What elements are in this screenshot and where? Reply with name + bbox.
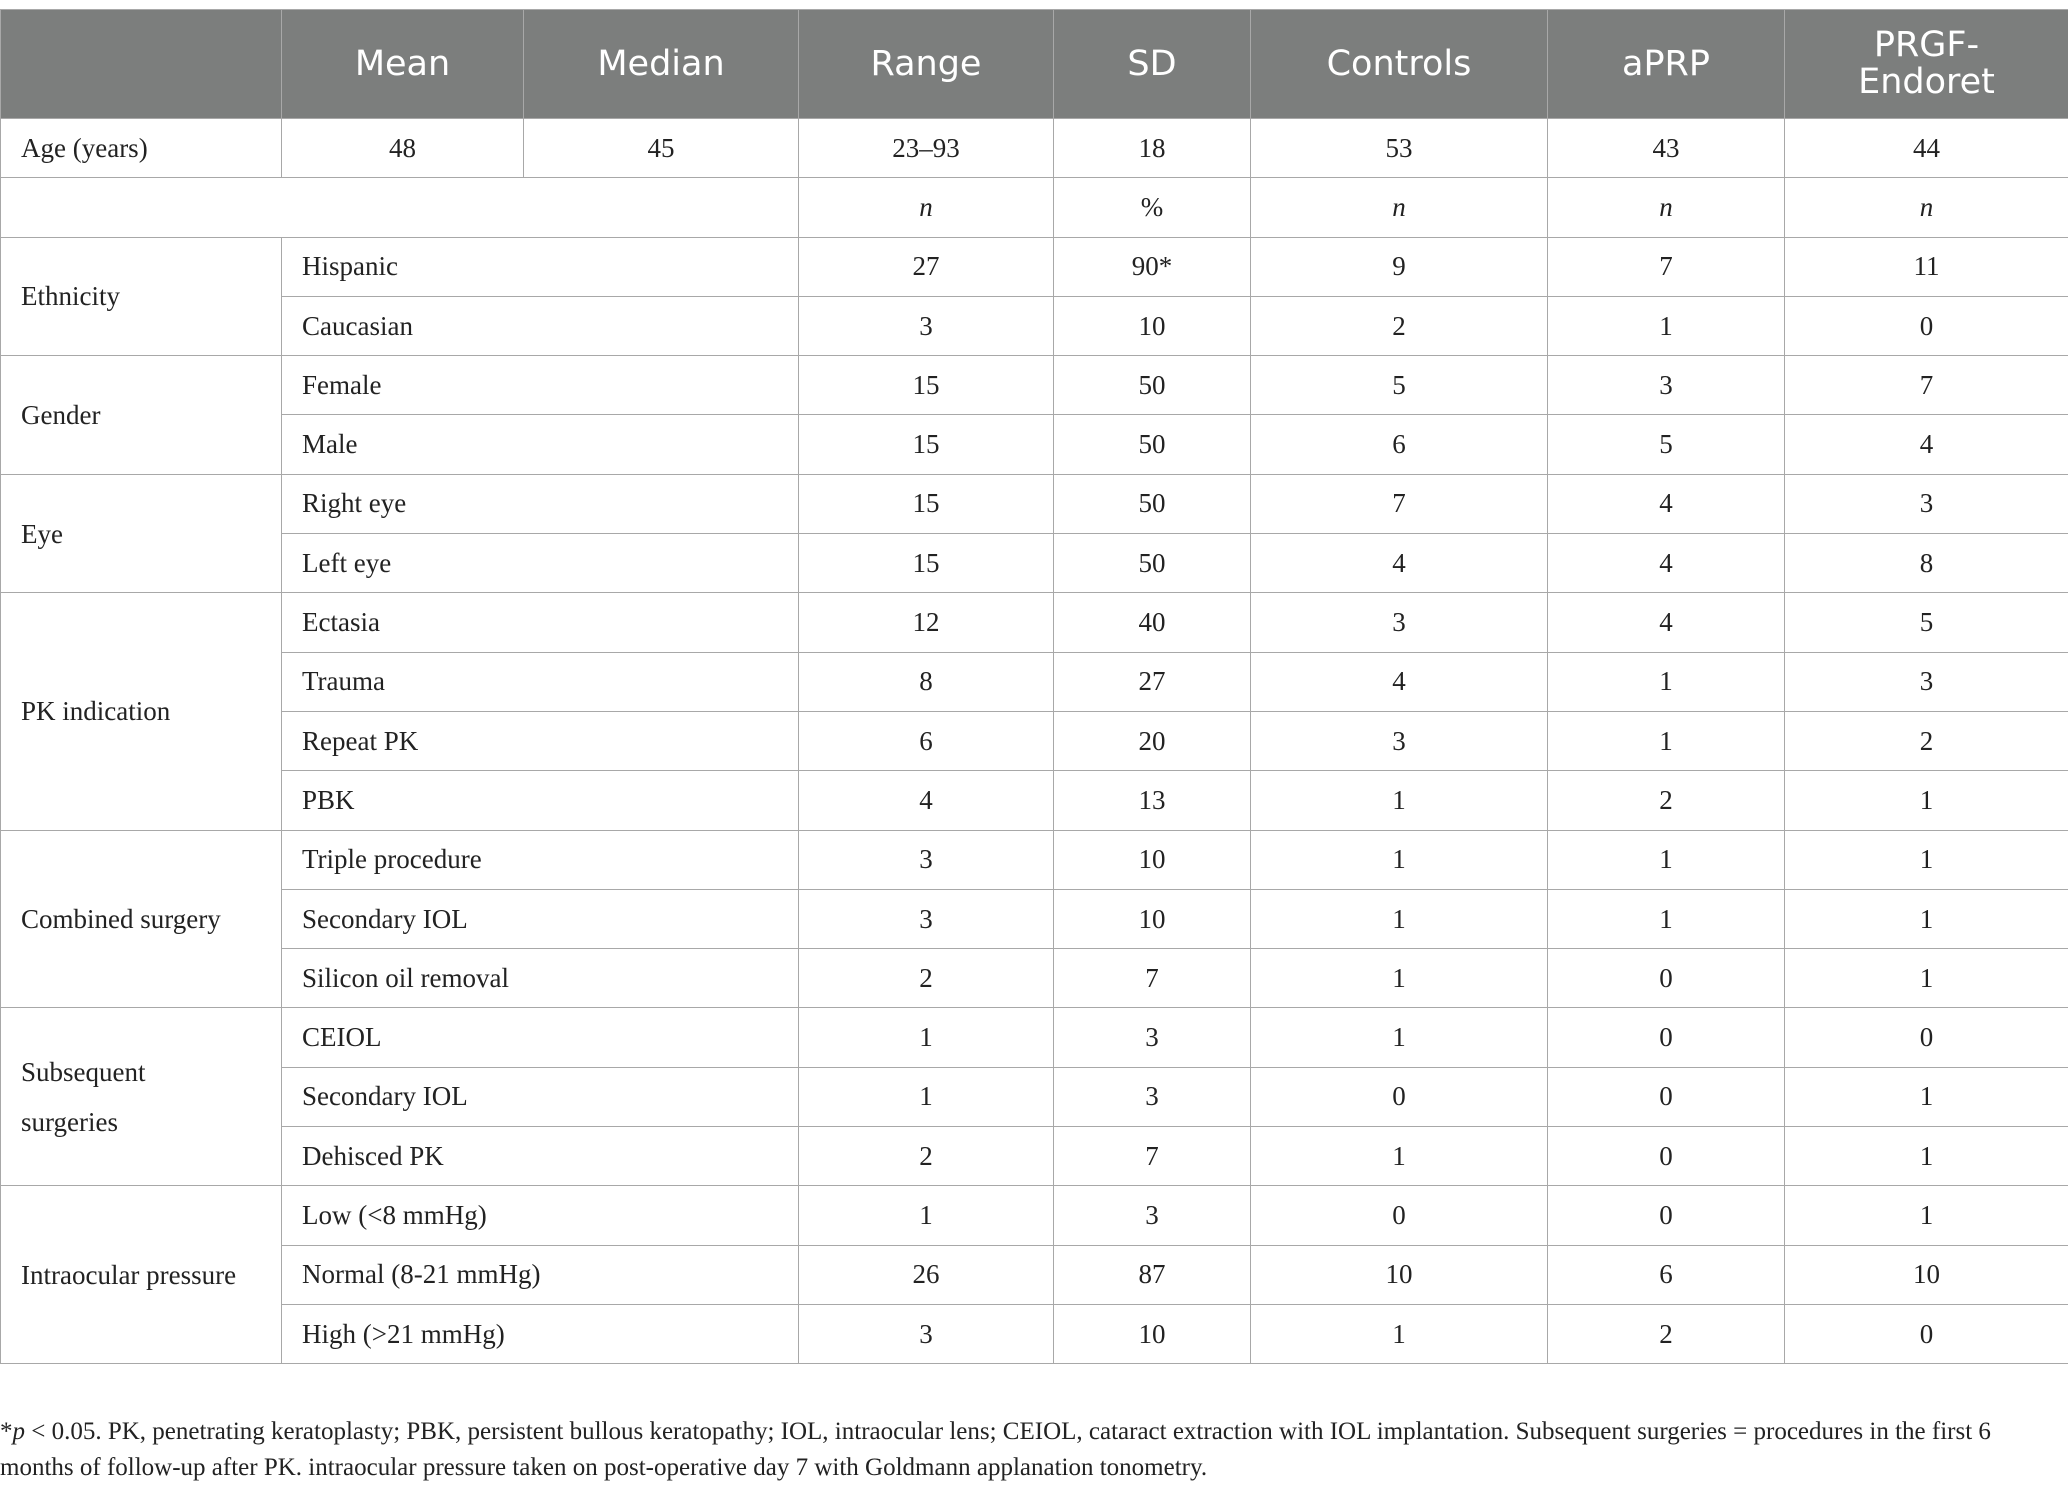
n-value: 15	[799, 474, 1054, 533]
n-value: 15	[799, 534, 1054, 593]
controls-value: 1	[1251, 1127, 1548, 1186]
prgf-value: 0	[1785, 1304, 2068, 1363]
demographics-table	[0, 9, 2068, 1364]
group-label: Subsequent surgeries	[1, 1008, 282, 1186]
n-value: 1	[799, 1067, 1054, 1126]
percent-value: 13	[1054, 771, 1251, 830]
percent-value: 27	[1054, 652, 1251, 711]
table-row	[1, 1008, 2068, 1067]
row-label: Hispanic	[282, 237, 799, 296]
table-row	[1, 1127, 2068, 1186]
footnote-star: *	[0, 1418, 13, 1445]
percent-value: 10	[1054, 1304, 1251, 1363]
row-label: Female	[282, 356, 799, 415]
unit-percent: %	[1054, 178, 1251, 237]
percent-value: 7	[1054, 1127, 1251, 1186]
table-row	[1, 1067, 2068, 1126]
table-row	[1, 949, 2068, 1008]
controls-value: 3	[1251, 711, 1548, 770]
prgf-value: 1	[1785, 1127, 2068, 1186]
prgf-value: 1	[1785, 1067, 2068, 1126]
aprp-value: 1	[1548, 889, 1785, 948]
aprp-value: 6	[1548, 1245, 1785, 1304]
row-label: Silicon oil removal	[282, 949, 799, 1008]
controls-value: 7	[1251, 474, 1548, 533]
percent-value: 10	[1054, 830, 1251, 889]
age-prgf: 44	[1785, 119, 2068, 178]
percent-value: 3	[1054, 1008, 1251, 1067]
percent-value: 10	[1054, 296, 1251, 355]
table-row	[1, 1304, 2068, 1363]
aprp-value: 1	[1548, 830, 1785, 889]
group-label: Intraocular pressure	[1, 1186, 282, 1364]
prgf-value: 1	[1785, 889, 2068, 948]
prgf-value: 3	[1785, 652, 2068, 711]
percent-value: 50	[1054, 356, 1251, 415]
n-value: 1	[799, 1186, 1054, 1245]
n-value: 12	[799, 593, 1054, 652]
controls-value: 4	[1251, 652, 1548, 711]
aprp-value: 4	[1548, 593, 1785, 652]
group-label: Gender	[1, 356, 282, 475]
table-row	[1, 593, 2068, 652]
aprp-value: 7	[1548, 237, 1785, 296]
n-value: 2	[799, 1127, 1054, 1186]
controls-value: 1	[1251, 889, 1548, 948]
percent-value: 87	[1054, 1245, 1251, 1304]
n-value: 1	[799, 1008, 1054, 1067]
unit-n: n	[799, 178, 1054, 237]
aprp-value: 1	[1548, 296, 1785, 355]
group-label: Combined surgery	[1, 830, 282, 1008]
prgf-value: 10	[1785, 1245, 2068, 1304]
controls-value: 6	[1251, 415, 1548, 474]
age-row	[1, 119, 2068, 178]
prgf-value: 2	[1785, 711, 2068, 770]
n-value: 3	[799, 296, 1054, 355]
table-row	[1, 889, 2068, 948]
header-mean: Mean	[282, 10, 524, 119]
row-label: Caucasian	[282, 296, 799, 355]
prgf-value: 0	[1785, 296, 2068, 355]
row-label: Repeat PK	[282, 711, 799, 770]
row-label: Right eye	[282, 474, 799, 533]
controls-value: 1	[1251, 771, 1548, 830]
table-footnote	[0, 1414, 2060, 1486]
n-value: 3	[799, 889, 1054, 948]
percent-value: 90*	[1054, 237, 1251, 296]
row-label: PBK	[282, 771, 799, 830]
table-row	[1, 652, 2068, 711]
age-aprp: 43	[1548, 119, 1785, 178]
aprp-value: 0	[1548, 1067, 1785, 1126]
controls-value: 10	[1251, 1245, 1548, 1304]
table-row	[1, 296, 2068, 355]
controls-value: 9	[1251, 237, 1548, 296]
age-median: 45	[524, 119, 799, 178]
header-range: Range	[799, 10, 1054, 119]
percent-value: 10	[1054, 889, 1251, 948]
prgf-value: 1	[1785, 949, 2068, 1008]
row-label: Triple procedure	[282, 830, 799, 889]
prgf-value: 1	[1785, 830, 2068, 889]
prgf-value: 1	[1785, 1186, 2068, 1245]
controls-value: 1	[1251, 1008, 1548, 1067]
age-controls: 53	[1251, 119, 1548, 178]
percent-value: 20	[1054, 711, 1251, 770]
row-label: Secondary IOL	[282, 1067, 799, 1126]
n-value: 4	[799, 771, 1054, 830]
row-label: Trauma	[282, 652, 799, 711]
group-label: Ethnicity	[1, 237, 282, 356]
table-row	[1, 830, 2068, 889]
table-row	[1, 1245, 2068, 1304]
prgf-value: 8	[1785, 534, 2068, 593]
percent-value: 40	[1054, 593, 1251, 652]
table-row	[1, 356, 2068, 415]
row-label: Normal (8-21 mmHg)	[282, 1245, 799, 1304]
row-label: High (>21 mmHg)	[282, 1304, 799, 1363]
group-label: Eye	[1, 474, 282, 593]
aprp-value: 2	[1548, 771, 1785, 830]
table-row	[1, 534, 2068, 593]
age-label: Age (years)	[1, 119, 282, 178]
n-value: 8	[799, 652, 1054, 711]
footnote-p: p	[12, 1418, 25, 1445]
percent-value: 3	[1054, 1186, 1251, 1245]
controls-value: 0	[1251, 1186, 1548, 1245]
unit-n: n	[1785, 178, 2068, 237]
group-label: PK indication	[1, 593, 282, 830]
prgf-value: 3	[1785, 474, 2068, 533]
aprp-value: 1	[1548, 652, 1785, 711]
n-value: 3	[799, 1304, 1054, 1363]
age-mean: 48	[282, 119, 524, 178]
aprp-value: 0	[1548, 1127, 1785, 1186]
unit-n: n	[1548, 178, 1785, 237]
n-value: 26	[799, 1245, 1054, 1304]
header-median: Median	[524, 10, 799, 119]
aprp-value: 1	[1548, 711, 1785, 770]
percent-value: 50	[1054, 474, 1251, 533]
prgf-value: 7	[1785, 356, 2068, 415]
aprp-value: 5	[1548, 415, 1785, 474]
aprp-value: 0	[1548, 949, 1785, 1008]
header-prgf-endoret: PRGF- Endoret	[1785, 10, 2068, 119]
unit-n: n	[1251, 178, 1548, 237]
header-sd: SD	[1054, 10, 1251, 119]
controls-value: 4	[1251, 534, 1548, 593]
controls-value: 1	[1251, 949, 1548, 1008]
row-label: Dehisced PK	[282, 1127, 799, 1186]
aprp-value: 4	[1548, 534, 1785, 593]
percent-value: 7	[1054, 949, 1251, 1008]
footnote-text: < 0.05. PK, penetrating keratoplasty; PBK, persistent bullous keratopathy; IOL, intraocular lens; CEIOL, cataract extraction with IOL implantation. Subsequent surgeries = procedures in the first 6 months of follow-up after PK. intraocular pressure taken on post-operative day 7 with Goldmann applanation tonometry.	[0, 1418, 1991, 1481]
row-label: Low (<8 mmHg)	[282, 1186, 799, 1245]
aprp-value: 0	[1548, 1186, 1785, 1245]
n-value: 15	[799, 415, 1054, 474]
aprp-value: 2	[1548, 1304, 1785, 1363]
n-value: 27	[799, 237, 1054, 296]
table-row	[1, 771, 2068, 830]
table-row	[1, 415, 2068, 474]
prgf-value: 11	[1785, 237, 2068, 296]
row-label: Male	[282, 415, 799, 474]
aprp-value: 4	[1548, 474, 1785, 533]
row-label: Ectasia	[282, 593, 799, 652]
header-aprp: aPRP	[1548, 10, 1785, 119]
n-value: 15	[799, 356, 1054, 415]
aprp-value: 3	[1548, 356, 1785, 415]
percent-value: 3	[1054, 1067, 1251, 1126]
controls-value: 1	[1251, 830, 1548, 889]
row-label: CEIOL	[282, 1008, 799, 1067]
units-row	[1, 178, 2068, 237]
prgf-value: 0	[1785, 1008, 2068, 1067]
table-row	[1, 711, 2068, 770]
table-row	[1, 474, 2068, 533]
aprp-value: 0	[1548, 1008, 1785, 1067]
header-controls: Controls	[1251, 10, 1548, 119]
age-range: 23–93	[799, 119, 1054, 178]
controls-value: 1	[1251, 1304, 1548, 1363]
controls-value: 2	[1251, 296, 1548, 355]
row-label: Left eye	[282, 534, 799, 593]
table-row	[1, 1186, 2068, 1245]
table-row	[1, 237, 2068, 296]
controls-value: 0	[1251, 1067, 1548, 1126]
prgf-value: 1	[1785, 771, 2068, 830]
percent-value: 50	[1054, 534, 1251, 593]
n-value: 2	[799, 949, 1054, 1008]
row-label: Secondary IOL	[282, 889, 799, 948]
units-empty	[1, 178, 799, 237]
header-row	[1, 10, 2068, 119]
prgf-value: 4	[1785, 415, 2068, 474]
age-sd: 18	[1054, 119, 1251, 178]
percent-value: 50	[1054, 415, 1251, 474]
n-value: 3	[799, 830, 1054, 889]
prgf-value: 5	[1785, 593, 2068, 652]
header-empty	[1, 10, 282, 119]
n-value: 6	[799, 711, 1054, 770]
controls-value: 5	[1251, 356, 1548, 415]
controls-value: 3	[1251, 593, 1548, 652]
